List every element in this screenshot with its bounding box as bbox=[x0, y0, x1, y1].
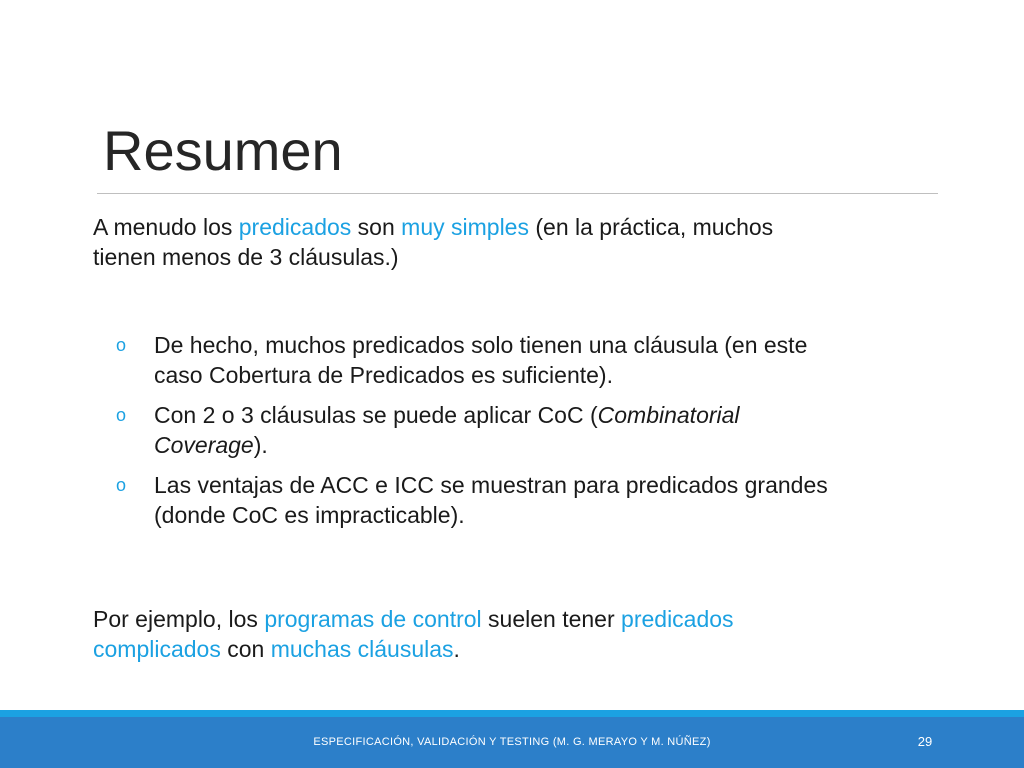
circle-bullet-icon: o bbox=[116, 405, 127, 425]
bullet-2-italic-1: Combinatorial bbox=[597, 402, 740, 428]
intro-highlight-muy-simples: muy simples bbox=[401, 214, 529, 240]
slide-title: Resumen bbox=[103, 119, 343, 182]
example-paragraph bbox=[93, 604, 893, 664]
intro-highlight-predicados: predicados bbox=[238, 214, 352, 240]
bullet-2-italic-2: Coverage bbox=[154, 432, 254, 458]
bullet-2-line2-end: ). bbox=[253, 432, 268, 458]
example-text-4: . bbox=[453, 636, 460, 662]
bullet-1-line1: De hecho, muchos predicados solo tienen una cláusula (en este bbox=[154, 332, 808, 358]
example-text-1: Por ejemplo, los bbox=[93, 606, 265, 632]
example-highlight-programas: programas de control bbox=[264, 606, 482, 632]
circle-bullet-icon: o bbox=[116, 335, 127, 355]
circle-bullet-icon: o bbox=[116, 475, 127, 495]
intro-text-2: son bbox=[351, 214, 402, 240]
bullet-1-line2: caso Cobertura de Predicados es suficiente). bbox=[154, 362, 613, 388]
footer-text: ESPECIFICACIÓN, VALIDACIÓN Y TESTING (M. G. MERAYO Y M. NÚÑEZ) bbox=[313, 736, 711, 748]
example-highlight-complicados: complicados bbox=[93, 636, 221, 662]
title-divider bbox=[97, 193, 938, 194]
intro-text-1: A menudo los bbox=[93, 214, 239, 240]
intro-paragraph bbox=[93, 212, 893, 272]
bullet-3-line1: Las ventajas de ACC e ICC se muestran para predicados grandes bbox=[154, 472, 828, 498]
intro-text-line2: tienen menos de 3 cláusulas.) bbox=[93, 244, 399, 270]
example-highlight-predicados: predicados bbox=[621, 606, 734, 632]
page-number: 29 bbox=[917, 734, 933, 749]
intro-text-3: (en la práctica, muchos bbox=[528, 214, 774, 240]
example-highlight-clausulas: muchas cláusulas bbox=[270, 636, 454, 662]
bullet-2-line1: Con 2 o 3 cláusulas se puede aplicar CoC ( bbox=[154, 402, 598, 428]
footer-accent-strip bbox=[0, 710, 1024, 717]
example-text-3: con bbox=[220, 636, 271, 662]
bullet-3-line2: (donde CoC es impracticable). bbox=[154, 502, 465, 528]
example-text-2: suelen tener bbox=[481, 606, 622, 632]
